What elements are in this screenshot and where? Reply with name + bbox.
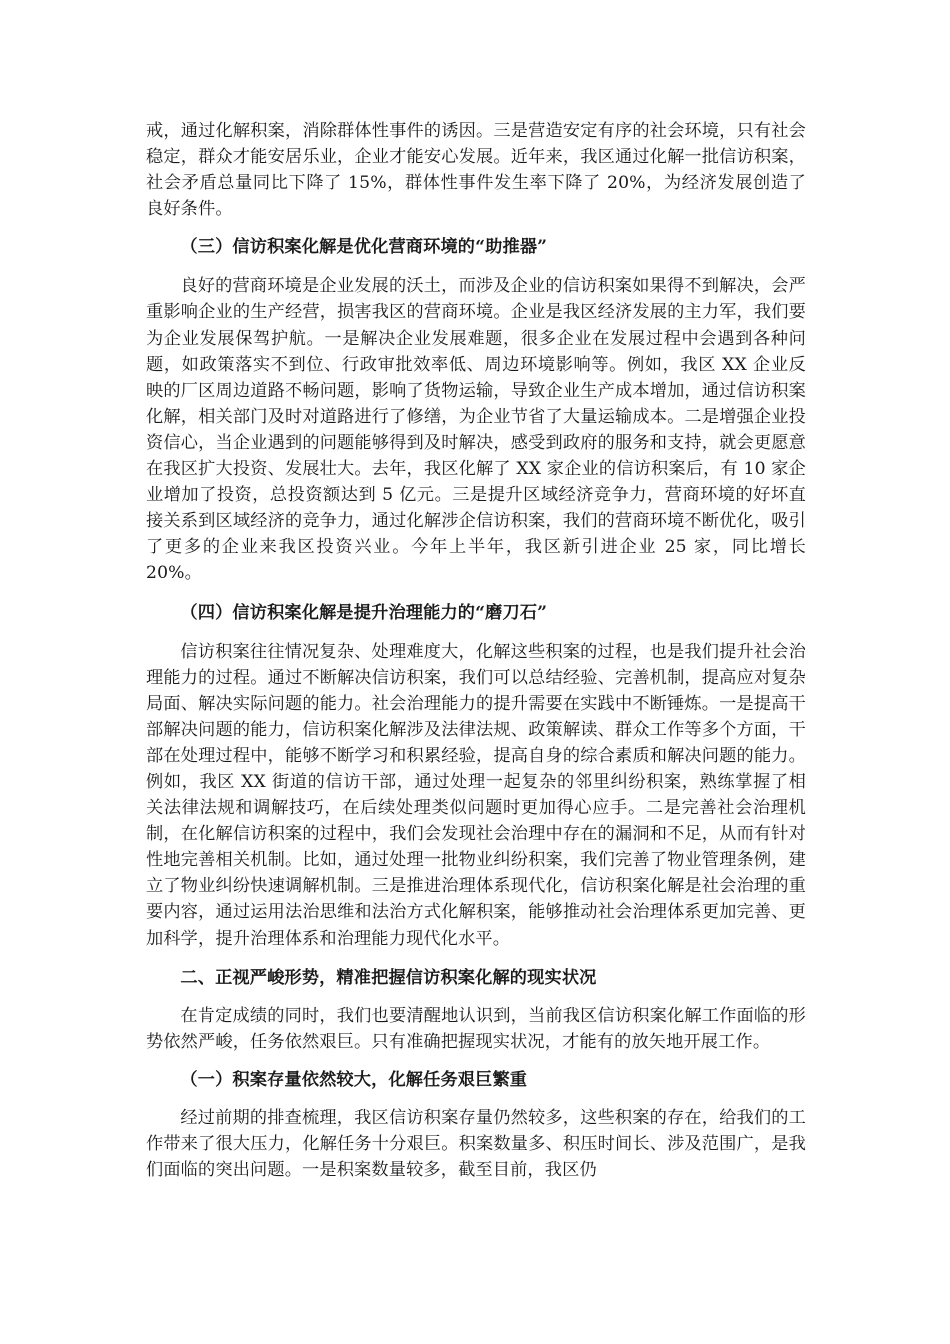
paragraph-social-stability: 戒，通过化解积案，消除群体性事件的诱因。三是营造安定有序的社会环境，只有社会稳定，群众才能安居乐业，企业才能安心发展。近年来，我区通过化解一批信访积案，社会矛盾总量同比下降了 15%，群体性事件发生率下降了 20%，为经济发展创造了良好条件。 bbox=[146, 121, 806, 220]
paragraph-governance-capacity: 信访积案往往情况复杂、处理难度大，化解这些积案的过程，也是我们提升社会治理能力的过程。通过不断解决信访积案，我们可以总结经验、完善机制，提高应对复杂局面、解决实际问题的能力。社会治理能力的提升需要在实践中不断锤炼。一是提高干部解决问题的能力，信访积案化解涉及法律法规、政策解读、群众工作等多个方面，干部在处理过程中，能够不断学习和积累经验，提高自身的综合素质和解决问题的能力。例如，我区 XX 街道的信访干部，通过处理一起复杂的邻里纠纷积案，熟练掌握了相关法律法规和调解技巧，在后续处理类似问题时更加得心应手。二是完善社会治理机制，在化解信访积案的过程中，我们会发现社会治理中存在的漏洞和不足，从而有针对性地完善相关机制。比如，通过处理一批物业纠纷积案，我们完善了物业管理条例，建立了物业纠纷快速调解机制。三是推进治理体系现代化，信访积案化解是社会治理的重要内容，通过运用法治思维和法治方式化解积案，能够推动社会治理体系更加完善、更加科学，提升治理体系和治理能力现代化水平。 bbox=[146, 641, 806, 949]
heading-business-environment: （三）信访积案化解是优化营商环境的“助推器” bbox=[180, 237, 548, 258]
paragraph-business-environment: 良好的营商环境是企业发展的沃土，而涉及企业的信访积案如果得不到解决，会严重影响企业的生产经营，损害我区的营商环境。企业是我区经济发展的主力军，我们要为企业发展保驾护航。一是解决企业发展难题，很多企业在发展过程中会遇到各种问题，如政策落实不到位、行政审批效率低、周边环境影响等。例如，我区 XX 企业反映的厂区周边道路不畅问题，影响了货物运输，导致企业生产成本增加，通过信访积案化解，相关部门及时对道路进行了修缮，为企业节省了大量运输成本。二是增强企业投资信心，当企业遇到的问题能够得到及时解决，感受到政府的服务和支持，就会更愿意在我区扩大投资、发展壮大。去年，我区化解了 XX 家企业的信访积案后，有 10 家企业增加了投资，总投资额达到 5 亿元。三是提升区域经济竞争力，营商环境的好坏直接关系到区域经济的竞争力，通过化解涉企信访积案，我们的营商环境不断优化，吸引了更多的企业来我区投资兴业。今年上半年，我区新引进企业 25 家，同比增长 20%。 bbox=[146, 276, 806, 584]
paragraph-case-backlog: 经过前期的排查梳理，我区信访积案存量仍然较多，这些积案的存在，给我们的工作带来了很大压力，化解任务十分艰巨。积案数量多、积压时间长、涉及范围广，是我们面临的突出问题。一是积案数量较多，截至目前，我区仍 bbox=[146, 1107, 806, 1180]
heading-governance-capacity: （四）信访积案化解是提升治理能力的“磨刀石” bbox=[180, 602, 548, 623]
document-page bbox=[146, 118, 806, 1183]
heading-section-two: 二、正视严峻形势，精准把握信访积案化解的现实状况 bbox=[180, 967, 597, 988]
heading-case-backlog: （一）积案存量依然较大，化解任务艰巨繁重 bbox=[180, 1069, 528, 1090]
paragraph-section-two-intro: 在肯定成绩的同时，我们也要清醒地认识到，当前我区信访积案化解工作面临的形势依然严峻，任务依然艰巨。只有准确把握现实状况，才能有的放矢地开展工作。 bbox=[146, 1005, 806, 1052]
